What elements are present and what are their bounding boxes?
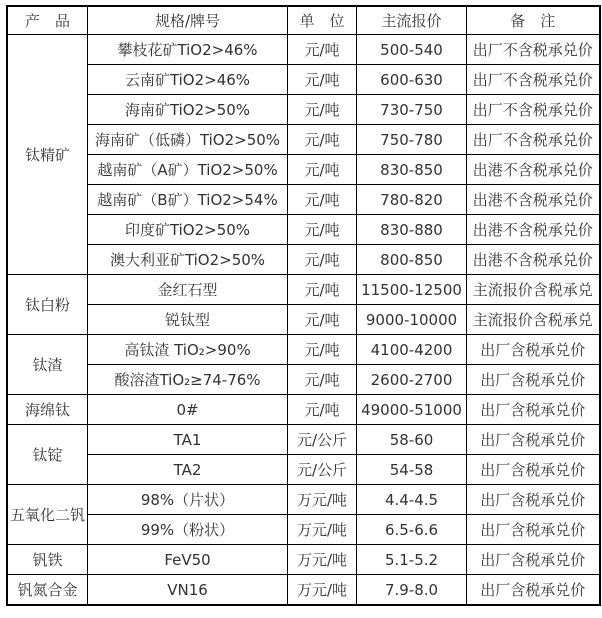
- spec-cell: VN16: [88, 575, 288, 606]
- price-cell: 58-60: [357, 425, 467, 455]
- header-note: 备 注: [467, 6, 600, 35]
- table-row: [7, 95, 600, 125]
- spec-cell: 金红石型: [88, 275, 288, 305]
- price-cell: 500-540: [357, 35, 467, 65]
- unit-cell: 元/公斤: [288, 455, 357, 485]
- spec-cell: 酸溶渣TiO₂≥74-76%: [88, 365, 288, 395]
- spec-cell: 海南矿TiO2>50%: [88, 95, 288, 125]
- spec-cell: 澳大利亚矿TiO2>50%: [88, 245, 288, 275]
- price-table-body: [7, 35, 600, 606]
- table-row: [7, 365, 600, 395]
- header-spec: 规格/牌号: [88, 6, 288, 35]
- table-row: [7, 35, 600, 65]
- price-cell: 7.9-8.0: [357, 575, 467, 606]
- product-cell: 钛白粉: [7, 275, 88, 335]
- table-row: [7, 65, 600, 95]
- price-cell: 750-780: [357, 125, 467, 155]
- table-row: [7, 395, 600, 425]
- unit-cell: 元/吨: [288, 125, 357, 155]
- note-cell: 出厂不含税承兑价: [467, 35, 600, 65]
- note-cell: 出厂不含税承兑价: [467, 95, 600, 125]
- spec-cell: FeV50: [88, 545, 288, 575]
- table-row: [7, 155, 600, 185]
- unit-cell: 元/吨: [288, 245, 357, 275]
- header-price: 主流报价: [357, 6, 467, 35]
- spec-cell: 印度矿TiO2>50%: [88, 215, 288, 245]
- table-row: [7, 185, 600, 215]
- table-row: [7, 455, 600, 485]
- spec-cell: 0#: [88, 395, 288, 425]
- header-product: 产 品: [7, 6, 88, 35]
- table-row: [7, 245, 600, 275]
- table-row: [7, 275, 600, 305]
- unit-cell: 元/吨: [288, 95, 357, 125]
- unit-cell: 元/吨: [288, 335, 357, 365]
- price-cell: 800-850: [357, 245, 467, 275]
- note-cell: 出厂不含税承兑价: [467, 65, 600, 95]
- spec-cell: 99%（粉状）: [88, 515, 288, 545]
- unit-cell: 元/吨: [288, 395, 357, 425]
- price-cell: 780-820: [357, 185, 467, 215]
- note-cell: 出厂含税承兑价: [467, 515, 600, 545]
- price-cell: 5.1-5.2: [357, 545, 467, 575]
- table-row: [7, 425, 600, 455]
- table-row: [7, 485, 600, 515]
- spec-cell: 锐钛型: [88, 305, 288, 335]
- note-cell: 出港不含税承兑价: [467, 245, 600, 275]
- note-cell: 出厂含税承兑价: [467, 455, 600, 485]
- product-cell: 钛锭: [7, 425, 88, 485]
- note-cell: 出港不含税承兑价: [467, 155, 600, 185]
- header-row: [7, 6, 600, 35]
- unit-cell: 元/吨: [288, 185, 357, 215]
- table-row: [7, 125, 600, 155]
- unit-cell: 万元/吨: [288, 515, 357, 545]
- unit-cell: 元/吨: [288, 365, 357, 395]
- header-unit: 单 位: [288, 6, 357, 35]
- table-row: [7, 335, 600, 365]
- table-row: [7, 305, 600, 335]
- table-row: [7, 575, 600, 606]
- table-row: [7, 215, 600, 245]
- price-cell: 830-850: [357, 155, 467, 185]
- note-cell: 出厂含税承兑价: [467, 485, 600, 515]
- note-cell: 出港不含税承兑价: [467, 185, 600, 215]
- note-cell: 出厂含税承兑价: [467, 365, 600, 395]
- product-cell: 钛渣: [7, 335, 88, 395]
- note-cell: 出厂不含税承兑价: [467, 125, 600, 155]
- unit-cell: 元/吨: [288, 155, 357, 185]
- note-cell: 出厂含税承兑价: [467, 335, 600, 365]
- spec-cell: 海南矿（低磷）TiO2>50%: [88, 125, 288, 155]
- price-cell: 11500-12500: [357, 275, 467, 305]
- unit-cell: 元/公斤: [288, 425, 357, 455]
- unit-cell: 元/吨: [288, 65, 357, 95]
- spec-cell: 越南矿（B矿）TiO2>54%: [88, 185, 288, 215]
- price-table: [6, 5, 601, 606]
- table-row: [7, 515, 600, 545]
- product-cell: 海绵钛: [7, 395, 88, 425]
- price-cell: 49000-51000: [357, 395, 467, 425]
- price-cell: 4100-4200: [357, 335, 467, 365]
- product-cell: 五氧化二钒: [7, 485, 88, 545]
- note-cell: 主流报价含税承兑: [467, 305, 600, 335]
- note-cell: 出厂含税承兑价: [467, 395, 600, 425]
- product-cell: 钒氮合金: [7, 575, 88, 606]
- unit-cell: 万元/吨: [288, 545, 357, 575]
- note-cell: 出厂含税承兑价: [467, 425, 600, 455]
- price-cell: 600-630: [357, 65, 467, 95]
- unit-cell: 元/吨: [288, 305, 357, 335]
- price-cell: 54-58: [357, 455, 467, 485]
- unit-cell: 万元/吨: [288, 485, 357, 515]
- unit-cell: 元/吨: [288, 275, 357, 305]
- price-cell: 2600-2700: [357, 365, 467, 395]
- product-cell: 钛精矿: [7, 35, 88, 275]
- price-cell: 6.5-6.6: [357, 515, 467, 545]
- note-cell: 出港不含税承兑价: [467, 215, 600, 245]
- unit-cell: 元/吨: [288, 215, 357, 245]
- note-cell: 出厂含税承兑价: [467, 575, 600, 606]
- spec-cell: 攀枝花矿TiO2>46%: [88, 35, 288, 65]
- price-cell: 830-880: [357, 215, 467, 245]
- product-cell: 钒铁: [7, 545, 88, 575]
- note-cell: 出厂含税承兑价: [467, 545, 600, 575]
- spec-cell: 越南矿（A矿）TiO2>50%: [88, 155, 288, 185]
- note-cell: 主流报价含税承兑: [467, 275, 600, 305]
- unit-cell: 万元/吨: [288, 575, 357, 606]
- price-cell: 4.4-4.5: [357, 485, 467, 515]
- table-row: [7, 545, 600, 575]
- spec-cell: 云南矿TiO2>46%: [88, 65, 288, 95]
- spec-cell: TA2: [88, 455, 288, 485]
- spec-cell: 98%（片状）: [88, 485, 288, 515]
- price-cell: 9000-10000: [357, 305, 467, 335]
- unit-cell: 元/吨: [288, 35, 357, 65]
- price-cell: 730-750: [357, 95, 467, 125]
- spec-cell: TA1: [88, 425, 288, 455]
- spec-cell: 高钛渣 TiO₂>90%: [88, 335, 288, 365]
